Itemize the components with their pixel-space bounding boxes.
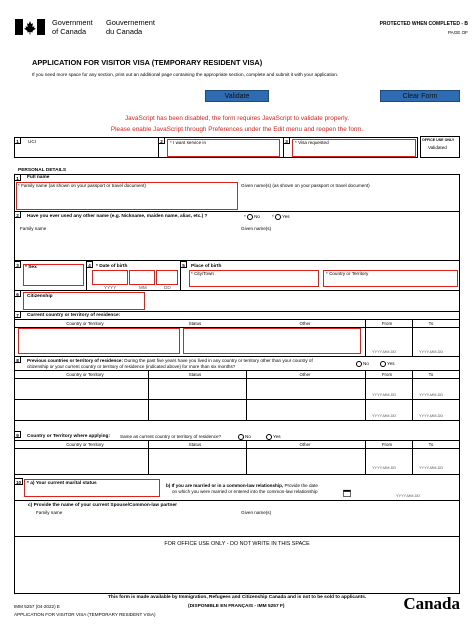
personal-details-frame — [14, 174, 460, 594]
dob-dd: DD — [164, 285, 171, 290]
office-use-label: OFFICE USE ONLY — [422, 138, 455, 142]
p7-number: 7 — [14, 311, 21, 318]
current-col-from: From — [381, 321, 393, 326]
p5-number: 5 — [180, 261, 187, 268]
office-use-notice: FOR OFFICE USE ONLY - DO NOT WRITE IN THIS SPACE — [164, 541, 310, 547]
prev-countries-q2: citizenship or your current country or territory of residence (indicated above) for more than six months? — [27, 364, 236, 369]
prev-no[interactable]: No — [356, 361, 369, 367]
form-code: IMM 5257 (04-2022) E — [14, 604, 60, 609]
full-name-label: Full name — [27, 175, 50, 180]
prev-col-from: From — [381, 372, 393, 377]
spouse-family-name-label: Family name — [36, 510, 63, 515]
current-status-field[interactable] — [183, 328, 361, 354]
apply-col-country: Country or Territory — [66, 442, 104, 447]
form-title: APPLICATION FOR VISITOR VISA (TEMPORARY RESIDENT VISA) — [32, 58, 263, 67]
prev1-from-fmt: YYYY-MM-DD — [372, 393, 397, 397]
uci-label: UCI — [28, 139, 36, 144]
p4-number: 4 — [86, 261, 93, 268]
current-to-fmt: YYYY-MM-DD — [419, 350, 444, 354]
visa-label: * Visa requested — [295, 140, 329, 145]
apply-col-status: Status — [188, 442, 202, 447]
same-no[interactable]: No — [238, 434, 251, 440]
apply-to-fmt: YYYY-MM-DD — [419, 466, 444, 470]
prev-yes[interactable]: Yes — [380, 361, 395, 367]
current-country-field[interactable] — [18, 328, 180, 354]
gov-fr: Gouvernement du Canada — [106, 18, 155, 36]
spouse-given-names-label: Given name(s) — [241, 510, 272, 515]
canada-flag-icon — [15, 19, 45, 35]
p2-number: 2 — [14, 211, 21, 218]
q3-number: 3 — [283, 137, 290, 144]
given-names-passport-label: Given name(s) (as shown on your passport or travel document) — [241, 183, 370, 188]
other-name-question: Have you ever used any other name (e.g. Nickname, maiden name, alias, etc.) ? — [27, 214, 208, 219]
citizenship-label: Citizenship — [27, 294, 53, 299]
marital-label: * a) Your current marital status — [27, 481, 97, 486]
apply-col-other: Other — [299, 442, 311, 447]
dob-month-field[interactable] — [129, 270, 155, 285]
prev-col-to: To — [428, 372, 434, 377]
dob-day-field[interactable] — [156, 270, 178, 285]
other-family-name-label: Family name — [20, 226, 47, 231]
apply-col-from: From — [381, 442, 393, 447]
personal-details-heading: PERSONAL DETAILS — [18, 168, 67, 173]
q1-number: 1 — [14, 137, 21, 144]
p8-number: 8 — [14, 356, 21, 363]
married-date-question-2: on which you were married or entered into the common-law relationship — [172, 489, 318, 494]
prev-col-other: Other — [299, 372, 311, 377]
page-of: PAGE OF — [447, 30, 468, 35]
form-short-title: APPLICATION FOR VISITOR VISA (TEMPORARY RESIDENT VISA) — [14, 612, 156, 617]
dob-year-field[interactable] — [92, 270, 128, 285]
p3-number: 3 — [14, 261, 21, 268]
pob-city-label: * City/Town — [191, 271, 214, 276]
made-available-note: This form is made available by Immigration, Refugees and Citizenship Canada and is not to be sold to applicants. — [108, 595, 367, 600]
p9-number: 9 — [14, 431, 21, 438]
prev-yes-radio[interactable] — [380, 361, 386, 367]
current-col-country: Country or Territory — [66, 321, 104, 326]
protected-label: PROTECTED WHEN COMPLETED - B — [379, 21, 468, 27]
prev-col-country: Country or Territory — [66, 372, 104, 377]
dob-label: * Date of birth — [96, 264, 128, 269]
prev2-to-fmt: YYYY-MM-DD — [419, 414, 444, 418]
no-radio[interactable] — [247, 214, 253, 220]
current-col-other: Other — [299, 321, 311, 326]
validate-button[interactable]: Validate — [205, 90, 269, 102]
current-col-status: Status — [188, 321, 202, 326]
prev-col-status: Status — [188, 372, 202, 377]
gov-en: Government of Canada — [52, 18, 93, 36]
current-from-fmt: YYYY-MM-DD — [372, 350, 397, 354]
dob-yyyy: YYYY — [104, 285, 117, 290]
q2-number: 2 — [158, 137, 165, 144]
married-date-question: b) If you are married or in a common-law relationship, Provide the date — [166, 483, 318, 488]
other-name-yes[interactable]: * Yes — [272, 214, 290, 220]
js-warning-line1: JavaScript has been disabled, the form requires JavaScript to validate properly. — [124, 115, 350, 122]
current-country-label: Current country or territory of residence: — [27, 313, 121, 318]
other-given-names-label: Given name(s) — [241, 226, 272, 231]
apply-from-fmt: YYYY-MM-DD — [372, 466, 397, 470]
instructions: If you need more space for any section, print out an additional page containing the appropriate section, complete and submit it with your application. — [32, 72, 339, 77]
sex-label: * Sex — [25, 265, 37, 270]
dob-mm: MM — [139, 285, 147, 290]
canada-wordmark: Canada — [403, 594, 460, 613]
prev1-to-fmt: YYYY-MM-DD — [419, 393, 444, 397]
js-warning-line2: Please enable JavaScript through Preferences under the Edit menu and reopen the form. — [110, 126, 364, 133]
calendar-icon[interactable] — [343, 484, 351, 492]
spouse-label: c) Provide the name of your current Spouse/Common-law partner — [28, 503, 177, 508]
clear-form-button[interactable]: Clear Form — [380, 90, 460, 102]
pob-country-label: * Country or Territory — [326, 271, 369, 276]
prev-no-radio[interactable] — [356, 361, 362, 367]
current-col-to: To — [428, 321, 434, 326]
pob-label: Place of birth — [191, 264, 222, 269]
validated-label: Validated — [428, 145, 447, 150]
yes-radio[interactable] — [275, 214, 281, 220]
married-date-fmt: YYYY-MM-DD — [396, 494, 421, 498]
same-yes[interactable]: Yes — [266, 434, 281, 440]
family-name-passport-label: * Family name (as shown on your passport or travel document) — [18, 183, 146, 188]
other-name-no[interactable]: * No — [244, 214, 260, 220]
prev2-from-fmt: YYYY-MM-DD — [372, 414, 397, 418]
applying-label: Country or Territory where applying: — [27, 434, 111, 439]
apply-col-to: To — [428, 442, 434, 447]
service-label: * I want service in — [170, 140, 206, 145]
prev-countries-q1: Previous countries or territory of residence: During the past five years have you lived in any country or territory other than your country of — [27, 358, 313, 363]
p1-number: 1 — [14, 174, 21, 181]
same-as-question: Same as current country or territory of residence? — [120, 434, 222, 439]
p6-number: 6 — [14, 290, 21, 297]
p10-number: 10 — [15, 480, 22, 485]
french-version-note: (DISPONIBLE EN FRANÇAIS - IMM 5257 F) — [188, 604, 285, 609]
